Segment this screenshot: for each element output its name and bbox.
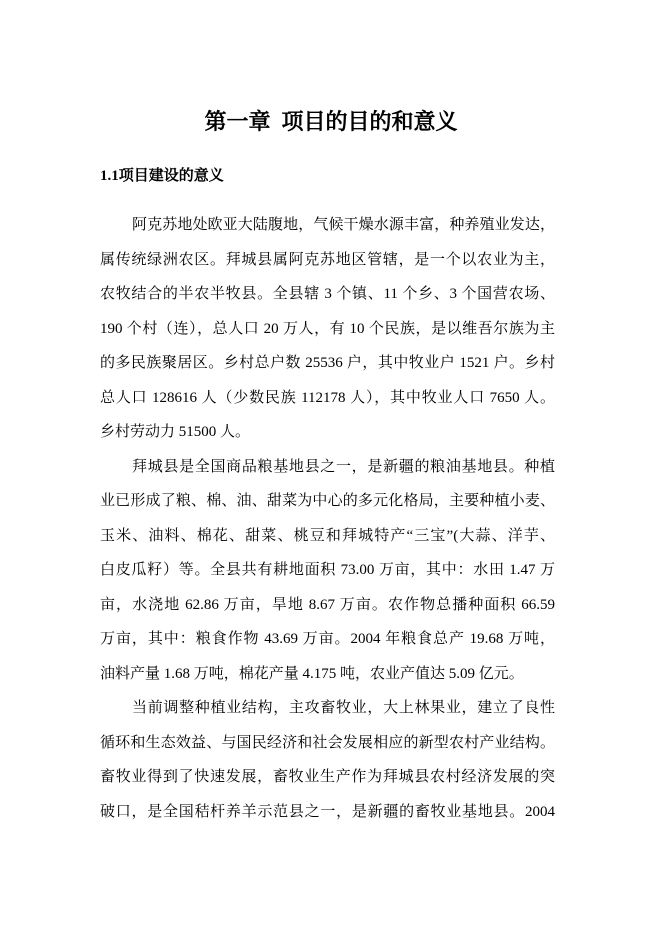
- paragraph-2: [100, 450, 555, 692]
- text-line: 属传统绿洲农区。拜城县属阿克苏地区管辖，是一个以农业为主，: [100, 251, 555, 268]
- text-line: 总人口 128616 人（少数民族 112178 人），其中牧业人口 7650 人。: [100, 389, 555, 406]
- text-line: 190 个村（连），总人口 20 万人，有 10 个民族，是以维吾尔族为主: [100, 320, 555, 337]
- text-line: 拜城县是全国商品粮基地县之一，是新疆的粮油基地县。种植: [132, 458, 555, 475]
- text-line: 当前调整种植业结构，主攻畜牧业，大上林果业，建立了良性: [132, 700, 555, 716]
- text-line: 阿克苏地处欧亚大陆腹地，气候干燥水源丰富，种养殖业发达，: [132, 217, 555, 233]
- text-line: 玉米、油料、棉花、甜菜、桃豆和拜城特产“三宝”(大蒜、洋芋、: [100, 527, 555, 544]
- text-line: 农牧结合的半农半牧县。全县辖 3 个镇、11 个乡、3 个国营农场、: [100, 286, 555, 302]
- text-line: 循环和生态效益、与国民经济和社会发展相应的新型农村产业结构。: [100, 734, 555, 751]
- paragraph-3: [100, 691, 555, 829]
- text-line: 的多民族聚居区。乡村总户数 25536 户，其中牧业户 1521 户。乡村: [100, 355, 555, 371]
- text-line: 亩，水浇地 62.86 万亩，旱地 8.67 万亩。农作物总播种面积 66.59: [100, 596, 555, 613]
- text-line: 乡村劳动力 51500 人。: [100, 424, 251, 440]
- section-body: [100, 208, 555, 829]
- text-line: 破口，是全国秸杆养羊示范县之一，是新疆的畜牧业基地县。2004: [100, 803, 555, 820]
- text-line: 万亩，其中：粮食作物 43.69 万亩。2004 年粮食总产 19.68 万吨，: [100, 631, 555, 647]
- text-line: 油料产量 1.68 万吨，棉花产量 4.175 吨，农业产值达 5.09 亿元。: [100, 665, 524, 682]
- chapter-title: 第一章 项目的目的和意义: [204, 109, 458, 134]
- section-heading: 1.1项目建设的意义: [100, 168, 224, 184]
- text-line: 白皮瓜籽）等。全县共有耕地面积 73.00 万亩，其中：水田 1.47 万: [100, 562, 555, 578]
- text-line: 畜牧业得到了快速发展，畜牧业生产作为拜城县农村经济发展的突: [100, 769, 555, 785]
- text-line: 业已形成了粮、棉、油、甜菜为中心的多元化格局，主要种植小麦、: [100, 493, 555, 509]
- paragraph-1: [100, 208, 555, 450]
